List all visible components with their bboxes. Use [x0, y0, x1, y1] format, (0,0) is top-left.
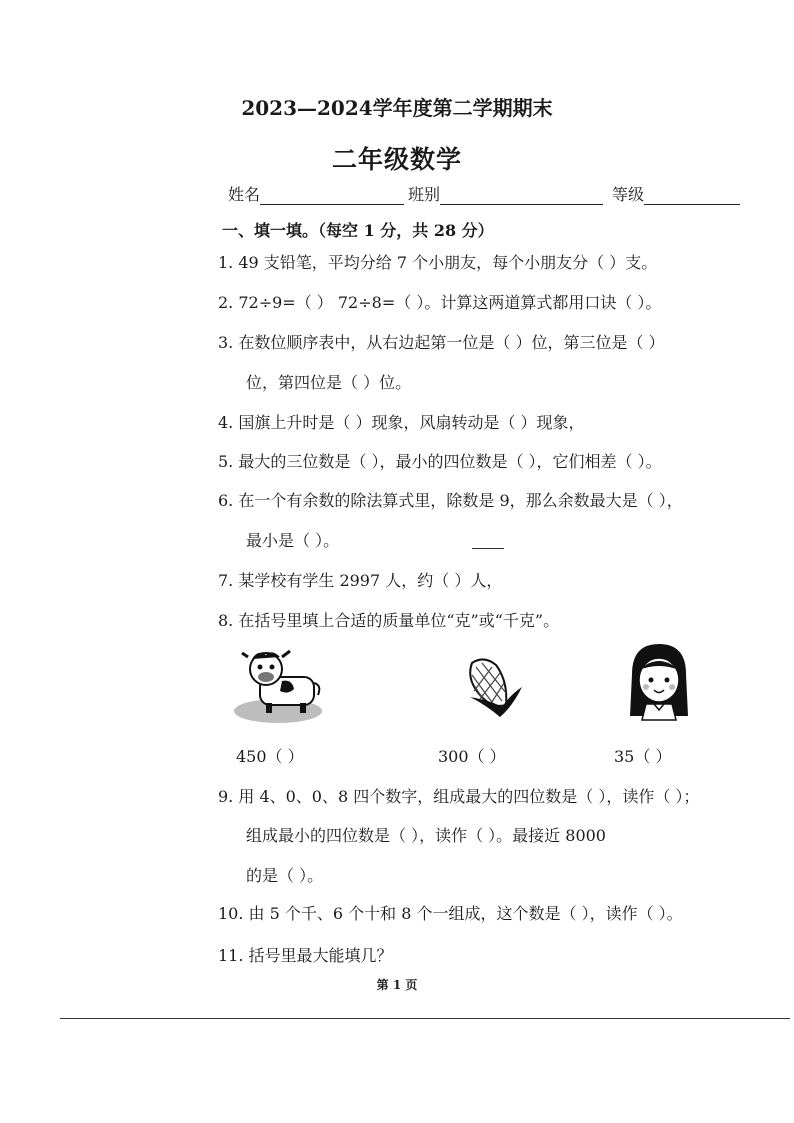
question-2: 2. 72÷9=（ ） 72÷8=（ ）。计算这两道算式都用口诀（ ）。: [218, 293, 662, 312]
question-9-line-1: 9. 用 4、0、0、8 四个数字，组成最大的四位数是（ ），读作（ ）；: [218, 787, 700, 806]
class-field[interactable]: [408, 182, 603, 205]
question-9-line-3: 的是（ ）。: [246, 866, 324, 885]
grade-label: 等级: [612, 185, 645, 204]
name-blank[interactable]: [260, 188, 404, 205]
girl-picture: [626, 642, 692, 722]
page-number: 第 1 页: [376, 978, 418, 992]
class-label: 班别: [408, 185, 441, 204]
question-8: 8. 在括号里填上合适的质量单位“克”或“千克”。: [218, 611, 560, 630]
cow-picture: [232, 645, 324, 725]
question-6-line-2: 最小是（ ）。: [246, 531, 340, 550]
name-field[interactable]: [228, 182, 404, 205]
question-9-line-2: 组成最小的四位数是（ ），读作（ ）。最接近 8000: [246, 826, 606, 845]
grade-blank[interactable]: [644, 188, 740, 205]
question-10: 10. 由 5 个千、6 个十和 8 个一组成，这个数是（ ），读作（ ）。: [218, 904, 683, 923]
question-3-line-2: 位，第四位是（ ）位。: [246, 373, 412, 392]
q8-corn-answer: 300（ ）: [438, 747, 506, 766]
question-3-line-1: 3. 在数位顺序表中，从右边起第一位是（ ）位，第三位是（ ）: [218, 333, 665, 352]
bottom-rule: [60, 1018, 790, 1019]
q8-cow-answer: 450（ ）: [236, 747, 304, 766]
exam-title: 2023—2024学年度第二学期期末: [241, 96, 553, 120]
section-heading: 一、填一填。（每空 1 分，共 28 分）: [222, 221, 494, 240]
question-5: 5. 最大的三位数是（ ），最小的四位数是（ ），它们相差（ ）。: [218, 452, 662, 471]
name-label: 姓名: [228, 185, 261, 204]
corn-picture: [462, 655, 524, 721]
question-4: 4. 国旗上升时是（ ）现象，风扇转动是（ ）现象，: [218, 413, 585, 432]
question-7: 7. 某学校有学生 2997 人，约（ ）人，: [218, 571, 503, 590]
q8-girl-answer: 35（ ）: [614, 747, 672, 766]
exam-subtitle: 二年级数学: [331, 145, 462, 174]
stray-mark: [472, 548, 504, 549]
question-6-line-1: 6. 在一个有余数的除法算式里，除数是 9，那么余数最大是（ ），: [218, 491, 683, 510]
class-blank[interactable]: [440, 188, 603, 205]
question-11: 11. 括号里最大能填几？: [218, 946, 393, 965]
question-1: 1. 49 支铅笔，平均分给 7 个小朋友，每个小朋友分（ ）支。: [218, 253, 658, 272]
grade-field[interactable]: [612, 182, 740, 205]
